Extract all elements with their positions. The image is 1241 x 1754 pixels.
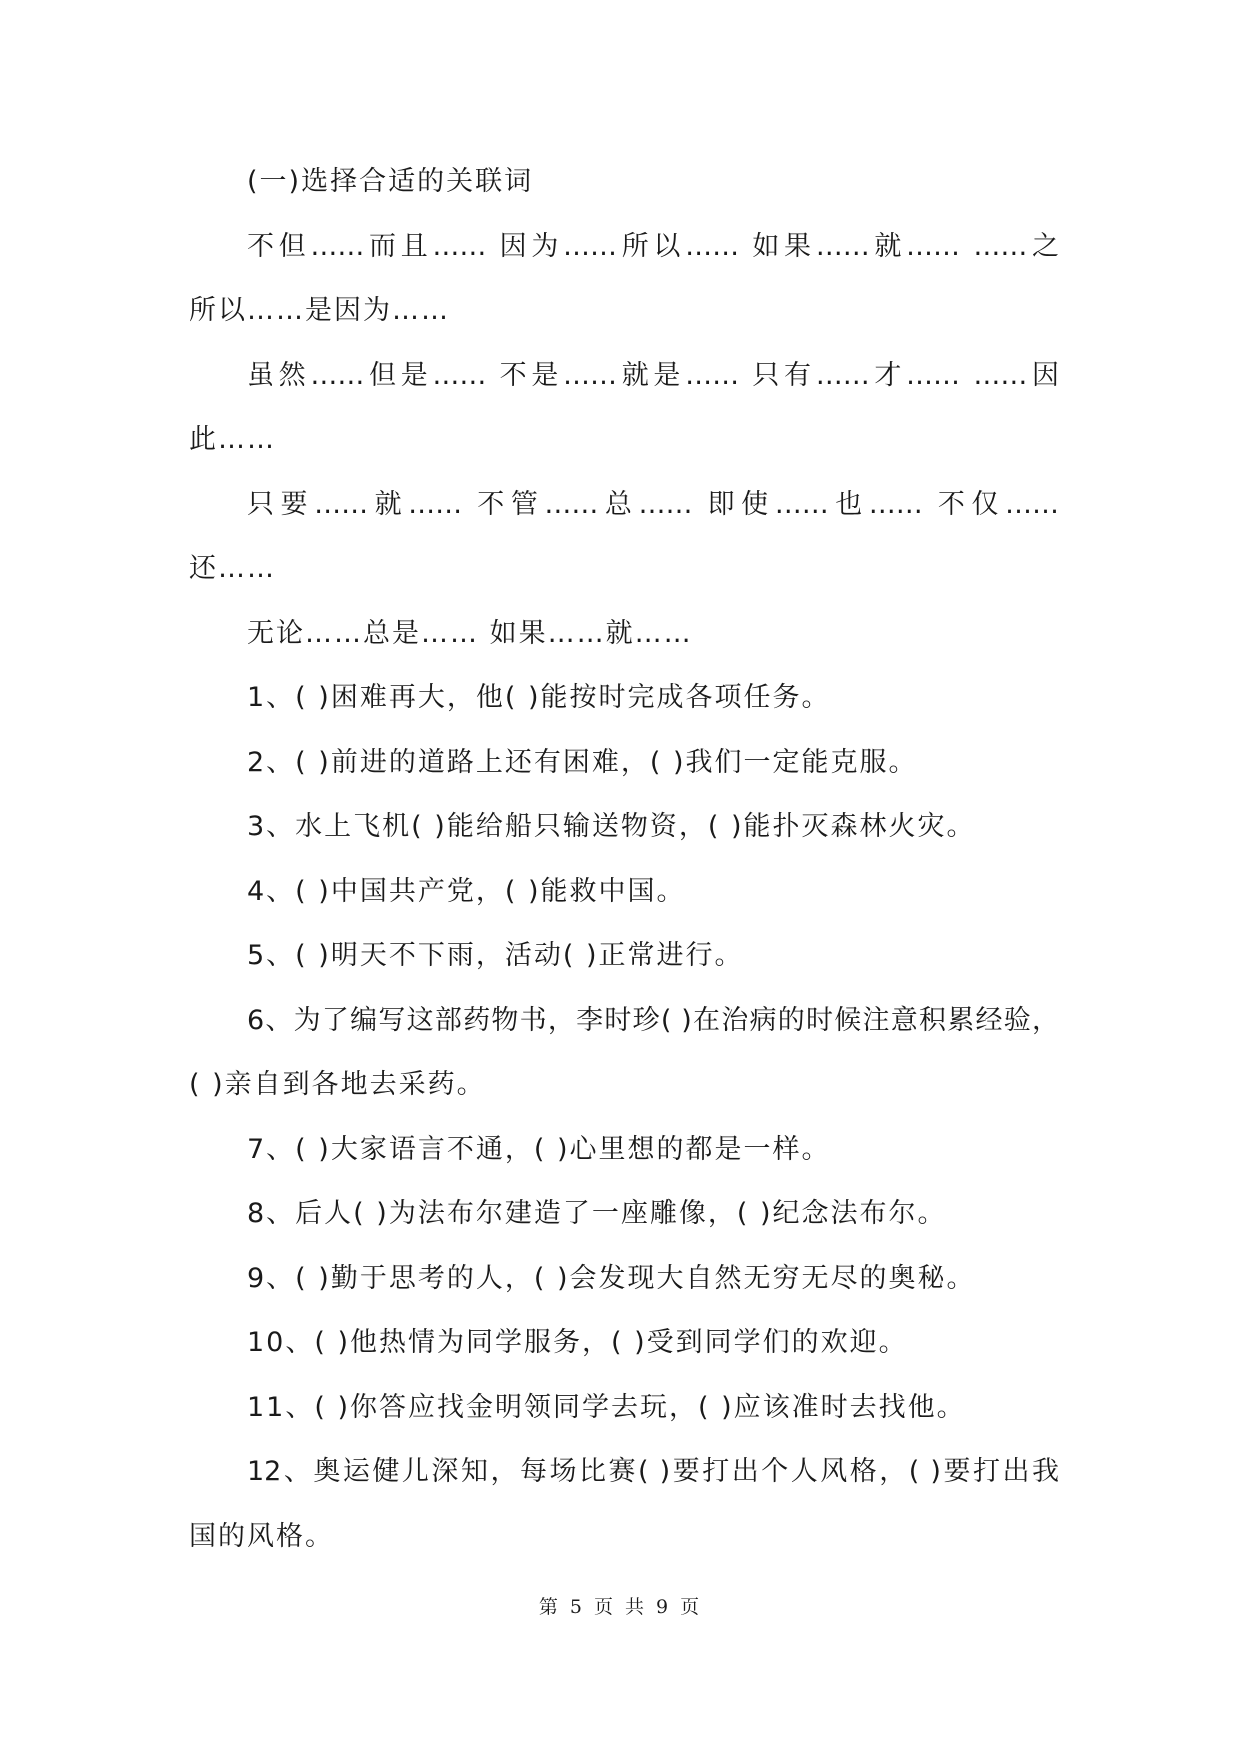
question-4: 4、( )中国共产党，( )能救中国。	[247, 875, 686, 907]
section-title: (一)选择合适的关联词	[247, 166, 534, 197]
page-number-footer: 第 5 页 共 9 页	[538, 1596, 703, 1618]
question-12-cont: 国的风格。	[189, 1520, 334, 1552]
word-bank-row-2: 虽然……但是…… 不是……就是…… 只有……才…… ……因	[247, 359, 1059, 391]
word-bank-row-3: 只要……就…… 不管……总…… 即使……也…… 不仅……	[247, 488, 1059, 520]
question-6: 6、为了编写这部药物书，李时珍( )在治病的时候注意积累经验，	[247, 1004, 1059, 1036]
question-2: 2、( )前进的道路上还有困难，( )我们一定能克服。	[247, 746, 918, 778]
word-bank-row-3-cont: 还……	[189, 553, 276, 584]
question-11: 11、( )你答应找金明领同学去玩，( )应该准时去找他。	[247, 1391, 966, 1423]
word-bank-row-1: 不但……而且…… 因为……所以…… 如果……就…… ……之	[247, 230, 1059, 262]
word-bank-row-2-cont: 此……	[189, 424, 276, 455]
document-body	[189, 150, 1059, 1569]
word-bank-row-1-cont: 所以……是因为……	[189, 295, 450, 326]
question-6-cont: ( )亲自到各地去采药。	[189, 1069, 486, 1100]
question-3: 3、水上飞机( )能给船只输送物资，( )能扑灭森林火灾。	[247, 811, 976, 842]
question-12: 12、奥运健儿深知，每场比赛( )要打出个人风格，( )要打出我	[247, 1456, 1059, 1487]
question-10: 10、( )他热情为同学服务，( )受到同学们的欢迎。	[247, 1327, 908, 1358]
question-9: 9、( )勤于思考的人，( )会发现大自然无穷无尽的奥秘。	[247, 1262, 976, 1294]
question-8: 8、后人( )为法布尔建造了一座雕像，( )纪念法布尔。	[247, 1198, 947, 1229]
question-5: 5、( )明天不下雨，活动( )正常进行。	[247, 940, 744, 971]
question-7: 7、( )大家语言不通，( )心里想的都是一样。	[247, 1133, 831, 1165]
question-1: 1、( )困难再大，他( )能按时完成各项任务。	[247, 682, 831, 713]
word-bank-row-4: 无论……总是…… 如果……就……	[247, 617, 693, 649]
